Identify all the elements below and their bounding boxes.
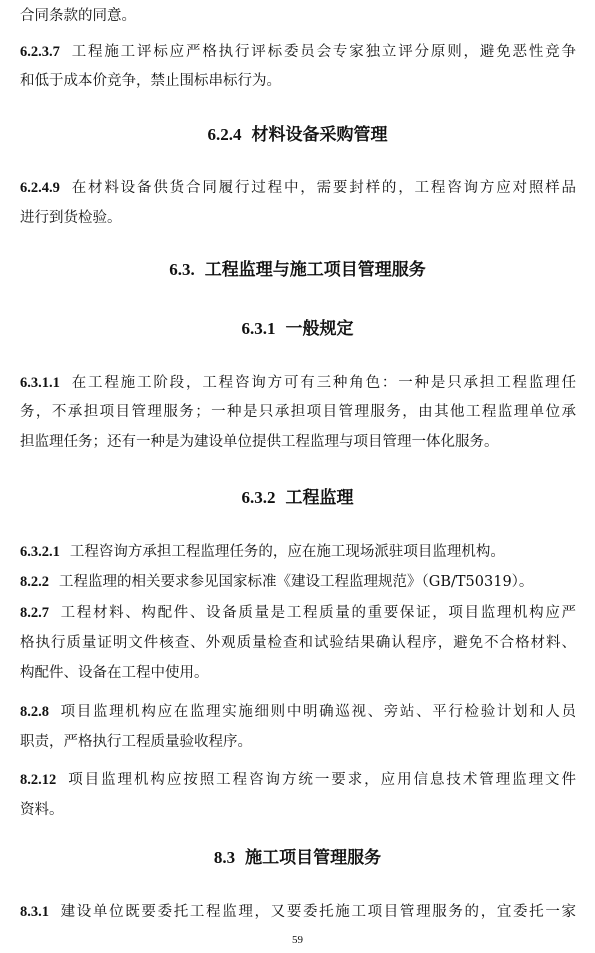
line-text: 和低于成本价竞争，禁止围标串标行为。 <box>20 73 281 89</box>
section-heading-6-3-1 <box>0 318 595 340</box>
line-text: 务，不承担项目管理服务；一种是只承担项目管理服务，由其他工程监理单位承 <box>20 404 576 420</box>
clause-8-2-8 <box>20 702 576 722</box>
clause-8-2-8-line-2 <box>20 732 576 752</box>
heading-title: 工程监理与施工项目管理服务 <box>204 260 426 280</box>
line-text: 格执行质量证明文件核查、外观质量检查和试验结果确认程序，避免不合格材料、 <box>20 635 576 651</box>
line-text: 工程施工评标应严格执行评标委员会专家独立评分原则，避免恶性竞争 <box>69 44 576 60</box>
clause-6-2-4-9 <box>20 178 576 198</box>
clause-number: 8.2.8 <box>20 704 49 720</box>
heading-title: 施工项目管理服务 <box>245 848 382 868</box>
paragraph-continuation <box>20 6 576 26</box>
line-text: 进行到货检验。 <box>20 210 122 226</box>
line-text: 工程材料、构配件、设备质量是工程质量的重要保证，项目监理机构应严 <box>59 605 576 621</box>
heading-number: 8.3 <box>213 848 236 867</box>
clause-6-2-4-9-line-2 <box>20 208 576 228</box>
clause-8-2-2 <box>20 572 576 592</box>
line-text: 工程监理的相关要求参见国家标准《建设工程监理规范》（GB/T50319）。 <box>59 574 534 590</box>
section-heading-6-2-4 <box>0 124 595 146</box>
clause-8-2-12-line-2 <box>20 800 576 820</box>
clause-number: 8.2.12 <box>20 772 57 788</box>
heading-number: 6.3.1 <box>241 319 276 338</box>
clause-8-2-7-line-3 <box>20 663 576 683</box>
clause-8-2-7 <box>20 603 576 623</box>
line-text: 建设单位既要委托工程监理，又要委托施工项目管理服务的，宜委托一家 <box>59 904 576 920</box>
heading-number: 6.3.2 <box>241 488 276 507</box>
line-text: 职责，严格执行工程质量验收程序。 <box>20 734 252 750</box>
clause-6-3-1-1-line-2 <box>20 402 576 422</box>
clause-number: 6.2.4.9 <box>20 180 60 196</box>
clause-8-3-1 <box>20 902 576 922</box>
section-heading-8-3 <box>0 847 595 869</box>
line-text: 资料。 <box>20 802 64 818</box>
clause-8-2-12 <box>20 770 576 790</box>
clause-number: 8.3.1 <box>20 904 49 920</box>
heading-number: 6.2.4 <box>207 125 242 144</box>
line-text: 在工程施工阶段，工程咨询方可有三种角色：一种是只承担工程监理任 <box>69 375 576 391</box>
heading-title: 一般规定 <box>285 319 354 339</box>
clause-6-2-3-7 <box>20 42 576 62</box>
heading-number: 6.3. <box>169 260 195 279</box>
clause-number: 8.2.7 <box>20 605 49 621</box>
heading-title: 工程监理 <box>285 488 354 508</box>
heading-title: 材料设备采购管理 <box>251 125 388 145</box>
line-text: 项目监理机构应按照工程咨询方统一要求，应用信息技术管理监理文件 <box>66 772 576 788</box>
line-text: 工程咨询方承担工程监理任务的，应在施工现场派驻项目监理机构。 <box>69 544 505 560</box>
clause-number: 6.3.1.1 <box>20 375 60 391</box>
clause-number: 6.3.2.1 <box>20 544 60 560</box>
clause-6-2-3-7-line-2 <box>20 71 576 91</box>
page-number: 59 <box>292 934 303 946</box>
section-heading-6-3 <box>0 259 595 281</box>
line-text: 项目监理机构应在监理实施细则中明确巡视、旁站、平行检验计划和人员 <box>59 704 576 720</box>
clause-number: 6.2.3.7 <box>20 44 60 60</box>
line-text: 担监理任务；还有一种是为建设单位提供工程监理与项目管理一体化服务。 <box>20 434 499 450</box>
clause-6-3-1-1-line-3 <box>20 432 576 452</box>
line-text: 构配件、设备在工程中使用。 <box>20 665 209 681</box>
line-text: 在材料设备供货合同履行过程中，需要封样的，工程咨询方应对照样品 <box>69 180 576 196</box>
clause-6-3-1-1 <box>20 373 576 393</box>
line-text: 合同条款的同意。 <box>20 8 136 24</box>
section-heading-6-3-2 <box>0 487 595 509</box>
clause-number: 8.2.2 <box>20 574 49 590</box>
clause-8-2-7-line-2 <box>20 633 576 653</box>
clause-6-3-2-1 <box>20 542 576 562</box>
